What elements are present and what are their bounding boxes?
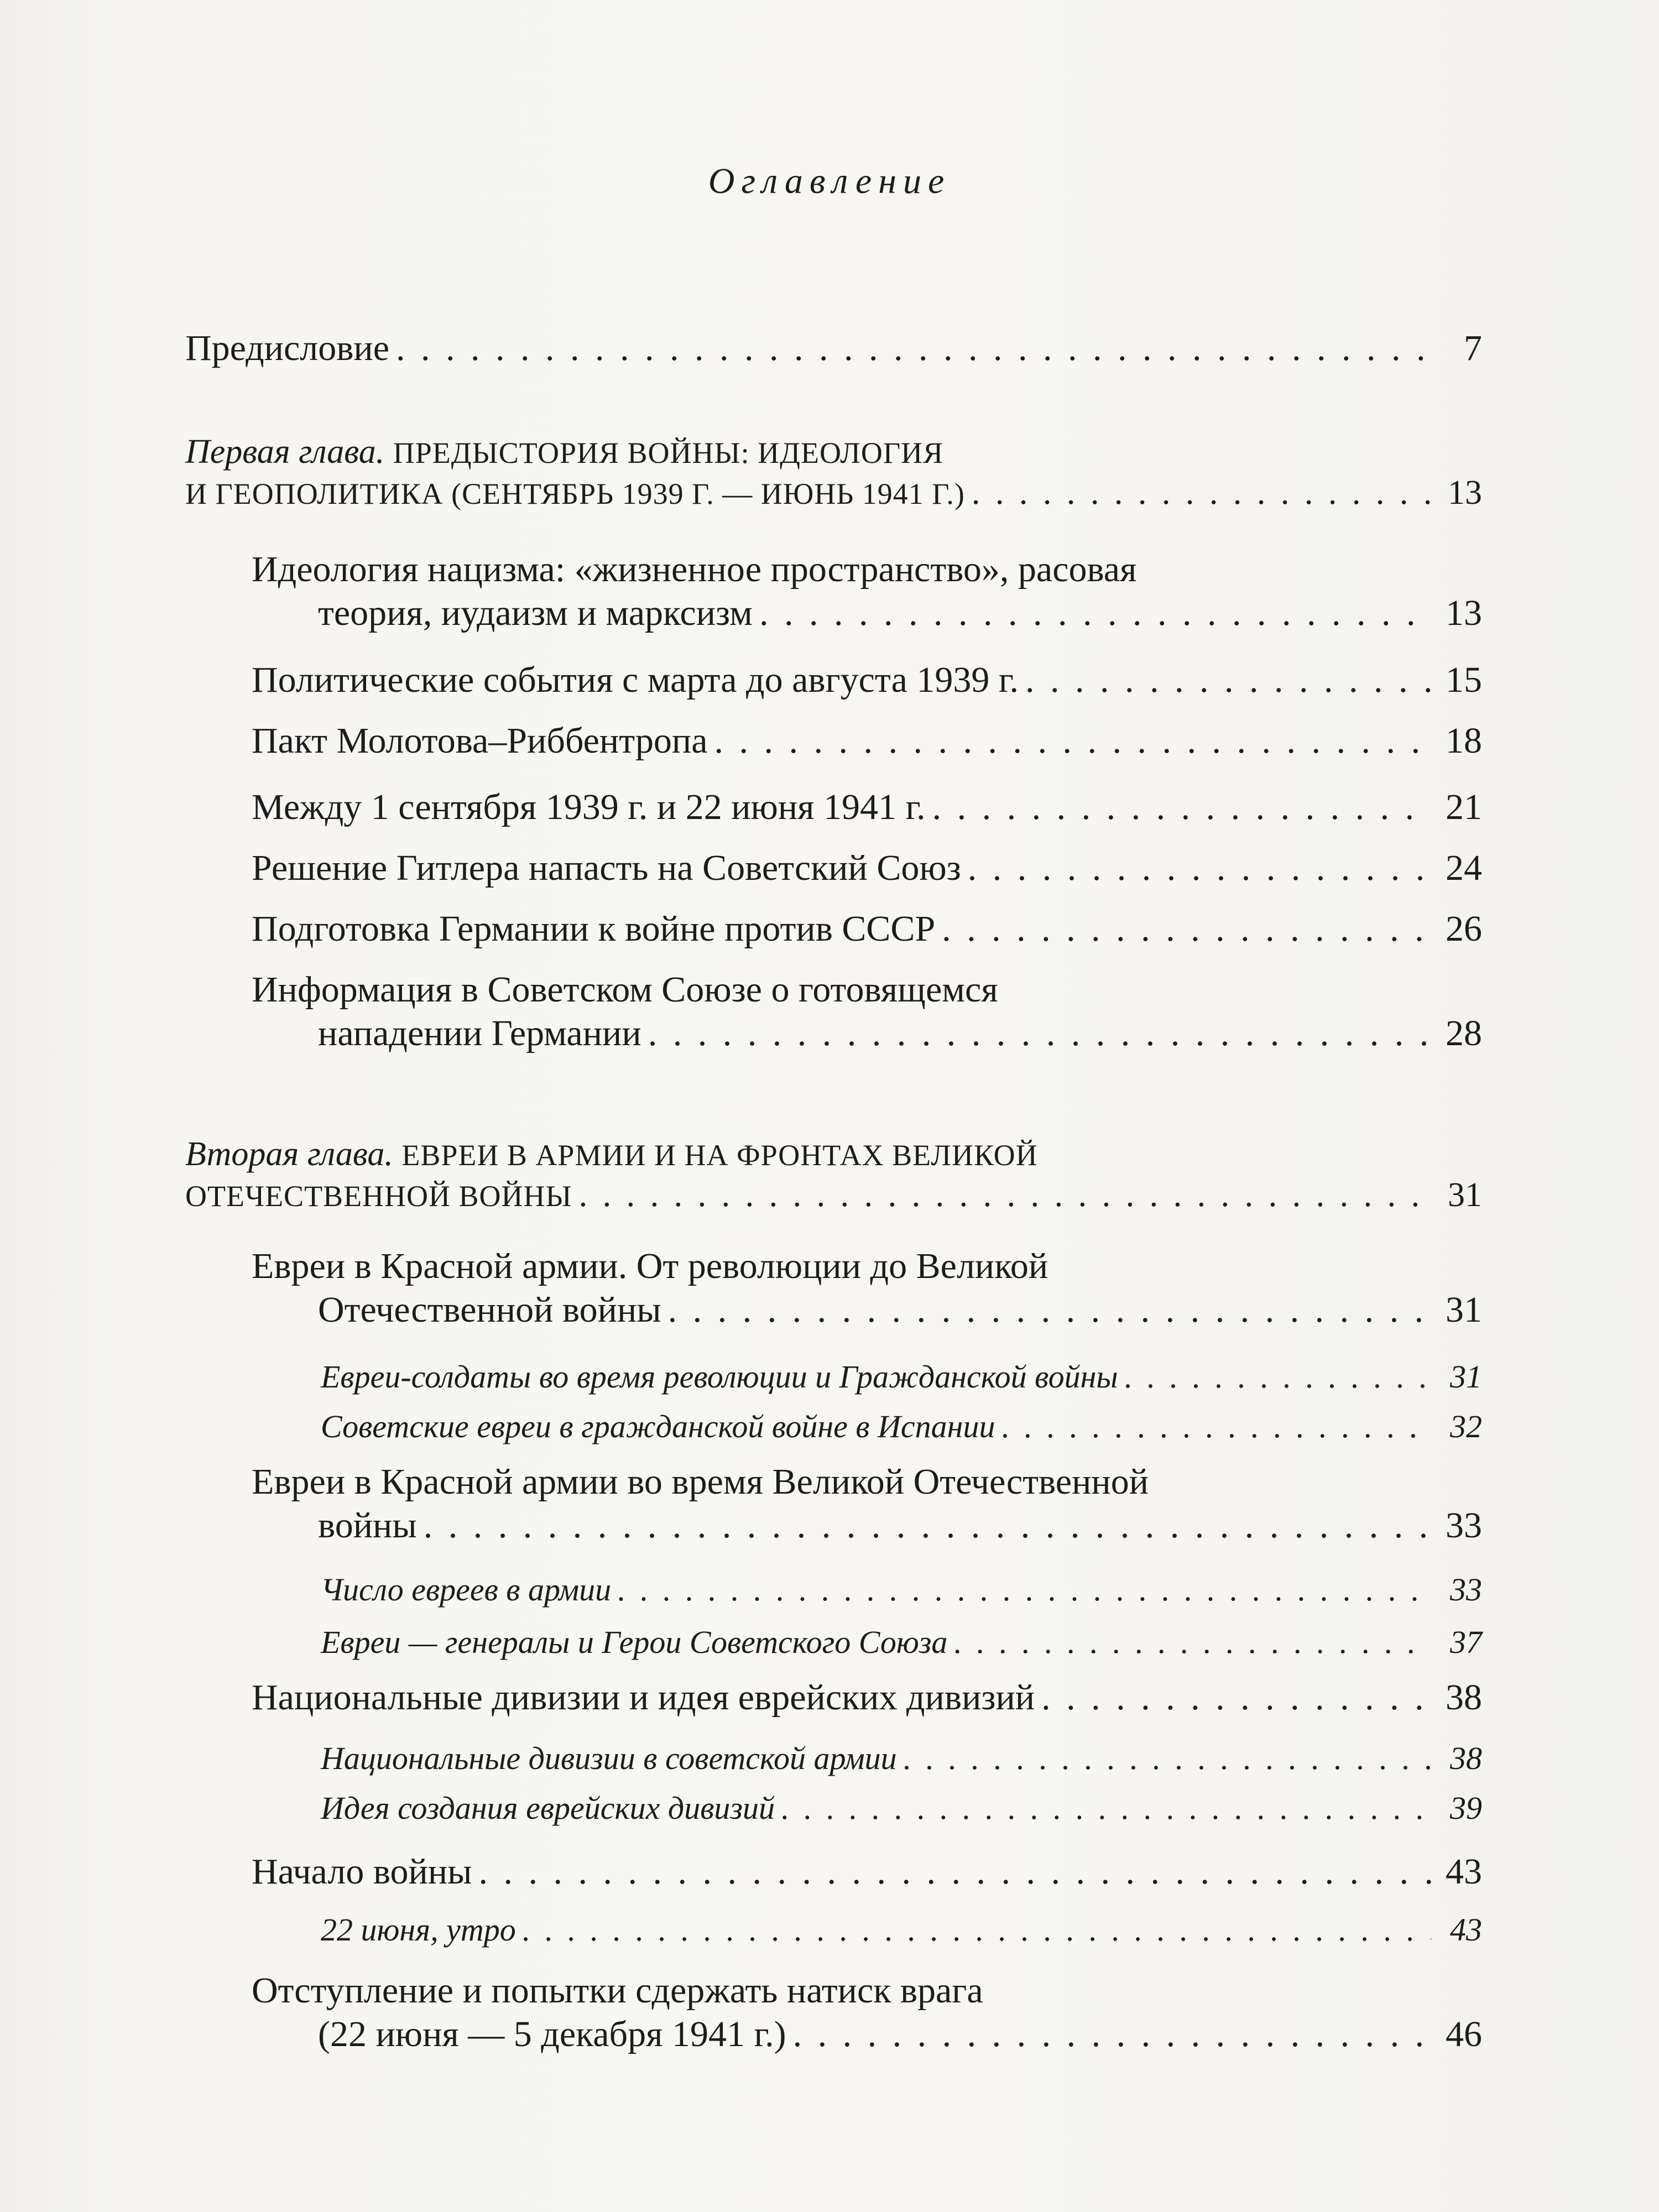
toc-entry-section[interactable]	[252, 1460, 1482, 1547]
chapter-title-line2: ОТЕЧЕСТВЕННОЙ ВОЙНЫ	[185, 1180, 572, 1213]
toc-entry-section[interactable]	[252, 846, 1482, 890]
page-number: 39	[1450, 1790, 1482, 1826]
toc-entry-subsection[interactable]	[321, 1789, 1482, 1828]
toc-entry-section[interactable]	[252, 1676, 1482, 1719]
dot-leader	[793, 2012, 1431, 2056]
dot-leader	[1025, 658, 1431, 702]
toc-entry-section[interactable]	[252, 907, 1482, 951]
page-number: 21	[1446, 787, 1482, 827]
dot-leader	[954, 1623, 1431, 1662]
page-number: 46	[1446, 2014, 1482, 2055]
entry-label-line1: Евреи в Красной армии. От революции до Великой	[252, 1246, 1048, 1286]
page-number: 15	[1446, 660, 1482, 700]
dot-leader	[668, 1288, 1431, 1332]
page-number: 13	[1448, 474, 1482, 512]
toc-entry-subsection[interactable]	[321, 1739, 1482, 1778]
page-number: 32	[1450, 1408, 1482, 1444]
toc-entry-section[interactable]	[252, 1850, 1482, 1893]
dot-leader	[424, 1504, 1431, 1547]
entry-label: Национальные дивизии в советской армии	[321, 1740, 897, 1776]
toc-entry-subsection[interactable]	[321, 1358, 1482, 1396]
page-number: 24	[1446, 848, 1482, 888]
entry-label: Национальные дивизии и идея еврейских дивизий	[252, 1677, 1035, 1718]
toc-entry-preface[interactable]	[185, 326, 1482, 370]
entry-label: Советские евреи в гражданской войне в Испании	[321, 1408, 995, 1444]
toc-entry-section[interactable]	[252, 719, 1482, 763]
dot-leader	[1125, 1358, 1431, 1396]
chapter-label: Вторая глава.	[185, 1135, 393, 1173]
dot-leader	[904, 1739, 1431, 1778]
chapter-title-line1: ЕВРЕИ В АРМИИ И НА ФРОНТАХ ВЕЛИКОЙ	[401, 1139, 1038, 1172]
toc-entry-section[interactable]	[252, 658, 1482, 702]
dot-leader	[396, 326, 1431, 370]
dot-leader	[968, 846, 1431, 890]
entry-label: Евреи — генералы и Герои Советского Союза	[321, 1624, 948, 1660]
toc-entry-section[interactable]	[252, 547, 1482, 635]
entry-label: Начало войны	[252, 1851, 472, 1892]
dot-leader	[579, 1175, 1431, 1215]
dot-leader	[972, 472, 1431, 513]
entry-label-line2: войны	[318, 1505, 417, 1546]
toc-entry-subsection[interactable]	[321, 1623, 1482, 1662]
entry-label-line2: нападении Германии	[318, 1013, 641, 1054]
entry-label-line1: Отступление и попытки сдержать натиск врага	[252, 1970, 983, 2011]
entry-label-line1: Идеология нацизма: «жизненное пространство», расовая	[252, 549, 1137, 589]
entry-label-line2: теория, иудаизм и марксизм	[318, 593, 753, 634]
entry-label: 22 июня, утро	[321, 1912, 516, 1948]
entry-label: Решение Гитлера напасть на Советский Союз	[252, 848, 961, 888]
page-number: 28	[1446, 1013, 1482, 1054]
page-number: 38	[1446, 1677, 1482, 1718]
page-number: 37	[1450, 1624, 1482, 1660]
page-number: 43	[1450, 1912, 1482, 1948]
toc-entry-section[interactable]	[252, 785, 1482, 829]
dot-leader	[618, 1571, 1431, 1609]
dot-leader	[942, 907, 1431, 951]
dot-leader	[932, 785, 1431, 829]
toc-entry-section[interactable]	[252, 1969, 1482, 2056]
page-number: 38	[1450, 1740, 1482, 1776]
entry-label: Идея создания еврейских дивизий	[321, 1790, 775, 1826]
entry-label-line2: Отечественной войны	[318, 1290, 661, 1331]
page-number: 26	[1446, 909, 1482, 949]
chapter-title-line1: ПРЕДЫСТОРИЯ ВОЙНЫ: ИДЕОЛОГИЯ	[393, 436, 944, 469]
dot-leader	[781, 1789, 1431, 1828]
page-number: 18	[1446, 721, 1482, 761]
toc-entry-section[interactable]	[252, 1244, 1482, 1332]
entry-label: Предисловие	[185, 328, 389, 368]
page-number: 31	[1446, 1290, 1482, 1331]
toc-entry-subsection[interactable]	[321, 1911, 1482, 1949]
dot-leader	[714, 719, 1431, 763]
entry-label: Евреи-солдаты во время революции и Гражданской войны	[321, 1359, 1118, 1395]
entry-label-line1: Евреи в Красной армии во время Великой Отечественной	[252, 1462, 1149, 1502]
entry-label-line2: (22 июня — 5 декабря 1941 г.)	[318, 2014, 786, 2055]
entry-label: Пакт Молотова–Риббентропа	[252, 721, 708, 761]
toc-entry-subsection[interactable]	[321, 1571, 1482, 1609]
chapter-label: Первая глава.	[185, 433, 385, 471]
page-number: 33	[1446, 1505, 1482, 1546]
entry-label: Число евреев в армии	[321, 1572, 612, 1608]
page-number: 7	[1464, 328, 1482, 368]
entry-label-line1: Информация в Советском Союзе о готовящемся	[252, 969, 998, 1010]
page-number: 31	[1450, 1359, 1482, 1395]
page-number: 33	[1450, 1572, 1482, 1608]
toc-entry-chapter-1[interactable]	[185, 431, 1482, 514]
dot-leader	[1041, 1676, 1431, 1719]
dot-leader	[479, 1850, 1431, 1893]
page-number: 31	[1448, 1176, 1482, 1214]
entry-label: Подготовка Германии к войне против СССР	[252, 909, 936, 949]
dot-leader	[523, 1911, 1431, 1949]
toc-entry-subsection[interactable]	[321, 1407, 1482, 1446]
entry-label: Политические события с марта до августа 1939 г.	[252, 660, 1019, 700]
dot-leader	[648, 1011, 1431, 1055]
chapter-title-line2: И ГЕОПОЛИТИКА (СЕНТЯБРЬ 1939 Г. — ИЮНЬ 1941 Г.)	[185, 477, 965, 511]
toc-entry-section[interactable]	[252, 968, 1482, 1055]
toc-entry-chapter-2[interactable]	[185, 1134, 1482, 1216]
page-number: 13	[1446, 593, 1482, 634]
dot-leader	[759, 591, 1431, 635]
entry-label: Между 1 сентября 1939 г. и 22 июня 1941 г.	[252, 787, 926, 827]
dot-leader	[1001, 1407, 1431, 1446]
toc-heading: Оглавление	[708, 161, 951, 201]
page-number: 43	[1446, 1851, 1482, 1892]
